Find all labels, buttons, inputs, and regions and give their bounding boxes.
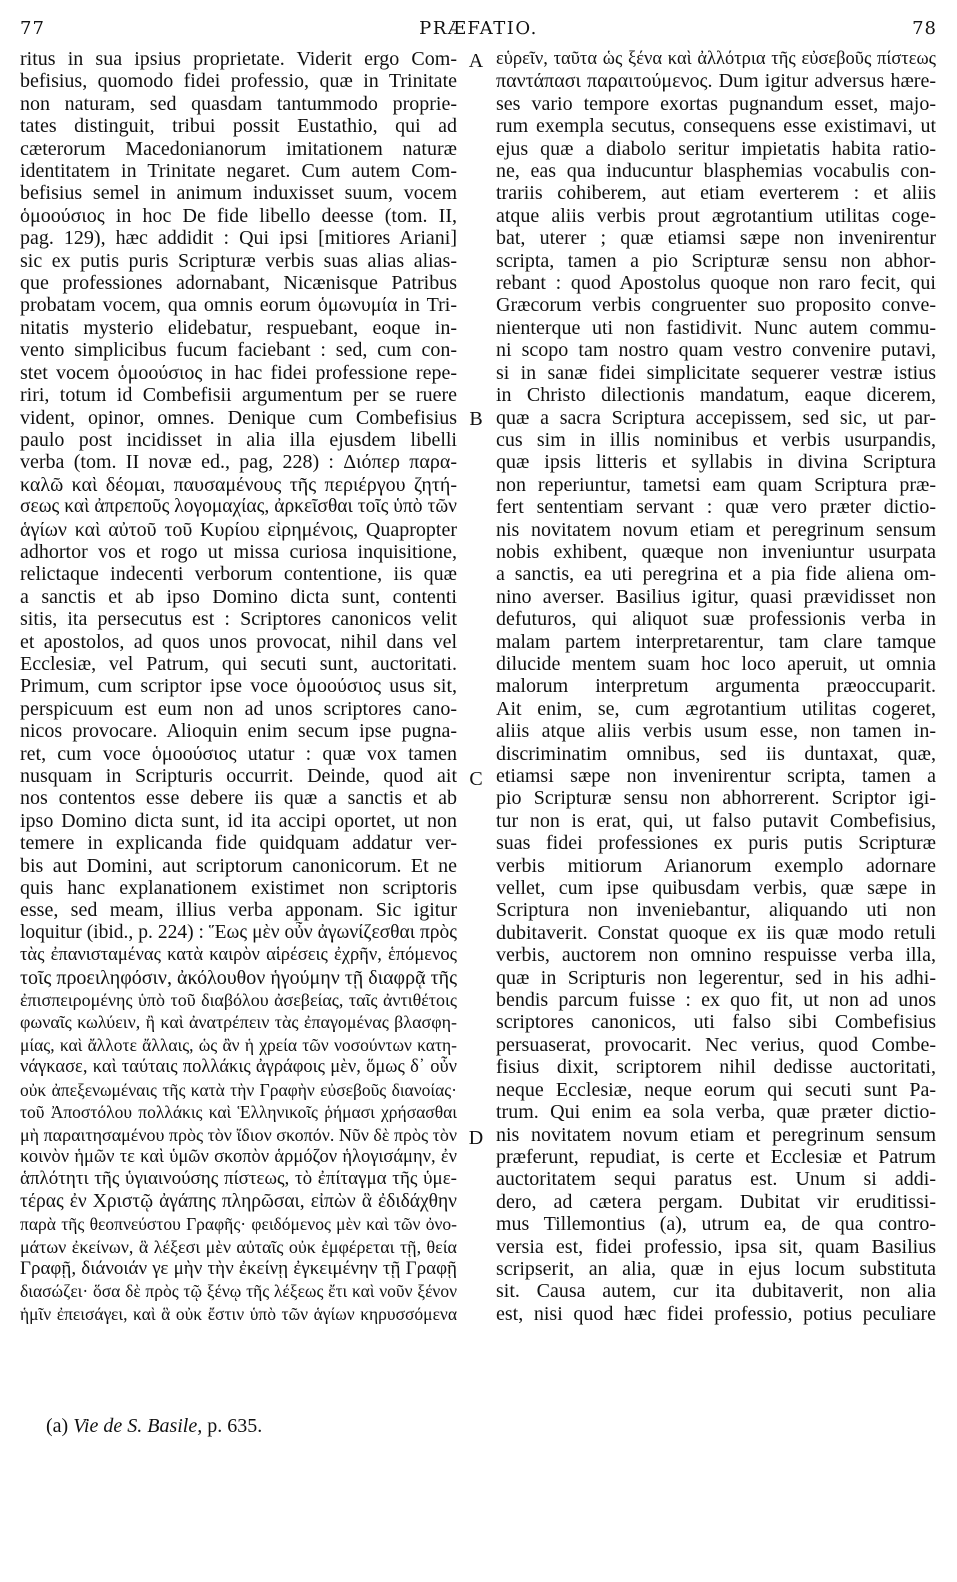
left-column-line: temere in explicanda fide quidquam addatur ver- bbox=[20, 832, 457, 855]
right-column-line: nis novitatem novum etiam et peregrinum sensum bbox=[496, 518, 936, 541]
left-column-line: ipso Domino dicta sunt, id ita accipi oportet, ut non bbox=[20, 809, 457, 832]
right-column-line: quæ ipsis litteris et syllabis in divina Scriptura bbox=[496, 451, 936, 474]
right-column-line: pio Scripturæ sensu non abhorrerent. Scriptor igi- bbox=[496, 787, 936, 810]
right-column-line: mus Tillemontius (a), utrum ea, de qua contro- bbox=[496, 1213, 936, 1236]
left-column-line: cæterorum Macedonianorum imitationem naturæ bbox=[20, 137, 457, 160]
right-column-line: versia est, fidei professio, ipsa sit, quam Basilius bbox=[496, 1235, 936, 1258]
right-column-line: Scriptura non inveniebantur, aliquando uti non bbox=[496, 899, 936, 922]
margin-marker-b: B bbox=[469, 408, 483, 430]
right-column-line: rebant : quod Apostolus quoque non raro fecit, qui bbox=[496, 272, 936, 295]
left-column-line: nos contentos esse debere iis quæ a sanctis et ab bbox=[20, 787, 457, 810]
left-column-line: a sanctis et ab ipso Domino dicta sunt, contenti bbox=[20, 585, 457, 608]
left-column-line: τὰς ἐπανισταμένας κατὰ καιρὸν αἱρέσεις ἐχρῆν, ἑπόμενος bbox=[20, 945, 457, 966]
right-column-line: ni scopo tam nostro quam vestro convenire putavi, bbox=[496, 339, 936, 362]
margin-marker-c: C bbox=[469, 768, 483, 790]
right-column-line: quæ a sacra Scriptura accepissem, sed sic, ut par- bbox=[496, 406, 936, 429]
right-column-line: nobis exhibent, quæque non inveniuntur usurpata bbox=[496, 540, 936, 563]
left-column-line: que professiones adornabant, Nicænisque Patribus bbox=[20, 272, 457, 295]
left-column-line: befisius semel in animum induxisset suum, vocem bbox=[20, 182, 457, 205]
right-column-line: verbis, auctorem non omnino respuisse verba illa, bbox=[496, 944, 936, 967]
running-title: PRÆFATIO. bbox=[419, 18, 538, 39]
right-column-line: neque Ecclesiæ, neque eorum qui secuti sunt Pa- bbox=[496, 1078, 936, 1101]
right-column-line: discriminatim omnibus, sed iis duntaxat, quæ, bbox=[496, 742, 936, 765]
left-column-line: paulo post incidisset in alia illa ejusdem libelli bbox=[20, 428, 457, 451]
right-column-line: παντάπασι παραιτούμενος. Dum igitur adversus hære- bbox=[496, 70, 936, 93]
left-column-line: ἁγίων καὶ αὐτοῦ τοῦ Κυρίου εἰρημένοις, Quapropter bbox=[20, 518, 457, 541]
left-column-line: κοινὸν ἡμῶν τε καὶ ὑμῶν σκοπὸν ἁρμόζον ἡλογισάμην, ἐν bbox=[20, 1146, 457, 1167]
page-number-right: 78 bbox=[912, 18, 937, 39]
left-column-line: sitis, ita persecutus est : Scriptores canonicos velit bbox=[20, 608, 457, 631]
right-column-line: scriptores canonicos, uti falso sibi Combefisius bbox=[496, 1011, 936, 1034]
right-column-line: tur non is erat, qui, ut falso putavit Combefisius, bbox=[496, 809, 936, 832]
left-column-line: ὁμοούσιος in hoc De fide libello deesse (tom. II, bbox=[20, 204, 457, 227]
left-column-line: perspicuum est eum non ad unos scriptores cano- bbox=[20, 697, 457, 720]
left-column-line: μίας, καὶ ἄλλοτε ἄλλαις, ὡς ἂν ἡ χρεία τῶν νοσούντων κατη- bbox=[20, 1034, 457, 1055]
right-column-line: Græcorum verbis congruenter suo proposito conve- bbox=[496, 294, 936, 317]
left-column-line: quis hanc explanationem existimet non scriptoris bbox=[20, 877, 457, 900]
left-column-line: τέρας ἐν Χριστῷ ἀγάπης πληρῶσαι, εἰπὼν ἃ ἐδιδάχθην bbox=[20, 1190, 457, 1212]
left-column-line: vento simplicibus fucum faciebant : sed, cum con- bbox=[20, 339, 457, 362]
right-column-line: scripta, tamen a pio Scripturæ sensu non abhor- bbox=[496, 249, 936, 272]
right-column-line: dilucide mentem suam hoc loco aperuit, ut omnia bbox=[496, 652, 936, 675]
left-column-line: οὐκ ἀπεξενωμέναις τῆς κατὰ τὴν Γραφὴν εὐσεβοῦς διανοίας· bbox=[20, 1079, 457, 1100]
left-column-line: verba (tom. II novæ ed., pag, 228) : Διόπερ παρα- bbox=[20, 451, 457, 474]
right-column-line: persuaserat, provocarit. Nec verius, quod Combe- bbox=[496, 1033, 936, 1056]
left-column-line: et apostolos, ad quos unos provocat, nihil dans vel bbox=[20, 630, 457, 653]
left-column-line: vident, opinor, omnes. Denique cum Combefisius bbox=[20, 406, 457, 429]
left-column-line: relictaque indecenti verborum contentione, iis quæ bbox=[20, 563, 457, 586]
left-column-line: σεως καὶ ἀπρεποῦς λογομαχίας, ἀρκεῖσθαι τοῖς ὑπὸ τῶν bbox=[20, 496, 457, 518]
left-column-line: nusquam in Scripturis occurrit. Deinde, quod ait bbox=[20, 765, 457, 787]
right-column-line: rum exempla secutus, consequens esse existimavi, ut bbox=[496, 115, 936, 138]
right-column-line: dubitaverit. Constat quoque ex iis quæ modo retuli bbox=[496, 921, 936, 944]
right-column-line: etiamsi sæpe non invenirentur scripta, tamen a bbox=[496, 765, 936, 787]
left-column-line: τοῦ Ἀποστόλου πολλάκις καὶ Ἑλληνικοῖς ῥήμασι χρήσασθαι bbox=[20, 1102, 457, 1123]
left-column-line: παρὰ τῆς θεοπνεύστου Γραφῆς· φειδόμενος μὲν καὶ τῶν ὀνο- bbox=[20, 1214, 457, 1235]
left-column-line: νάγκασε, καὶ ταύταις πολλάκις ἀγράφοις μὲν, ὅμως δ᾽ οὖν bbox=[20, 1057, 457, 1078]
right-column-line: bat, uterer ; quæ etiamsi sæpe non invenirentur bbox=[496, 227, 936, 250]
left-column-line: μὴ παραιτησαμένου πρὸς τὸν ἴδιον σκοπόν. Νῦν δὲ πρὸς τὸν bbox=[20, 1124, 457, 1145]
left-column-line: nitatis mysterio elidebatur, respuebant, eoque in- bbox=[20, 316, 457, 339]
right-column-line: εὑρεῖν, ταῦτα ὡς ξένα καὶ ἀλλότρια τῆς εὐσεβοῦς πίστεως bbox=[496, 49, 936, 69]
left-column-line: καλῶ καὶ δέομαι, παυσαμένους τῆς περιέργου ζητή- bbox=[20, 473, 457, 496]
right-column-line: cus sim in illis nominibus et verbis usurpandis, bbox=[496, 428, 936, 451]
left-column-line: Γραφῇ, διάνοιάν γε μὴν τὴν ἐκείνῃ ἐγκειμένην τῇ Γραφῇ bbox=[20, 1257, 457, 1279]
right-column-line: a sanctis, ea uti peregrina et a pia fide aliena om- bbox=[496, 563, 936, 586]
right-column-line: nienterque uti non fastidivit. Nunc autem commu- bbox=[496, 316, 936, 339]
left-column-line: befisius, quomodo fidei professio, quæ in Trinitate bbox=[20, 70, 457, 93]
left-column-line: διασώζει· ὅσα δὲ πρὸς τῷ ξένῳ τῆς λέξεως ἔτι καὶ νοῦν ξένον bbox=[20, 1281, 457, 1302]
left-column-line: adhortor vos et rogo ut missa curiosa inquisitione, bbox=[20, 540, 457, 563]
left-column-line: sic ex putis puris Scripturæ verbis suas alias alias- bbox=[20, 249, 457, 272]
margin-marker-d: D bbox=[468, 1127, 484, 1149]
right-column-line: atque aliis verbis prout ægrotantium utilitas coge- bbox=[496, 204, 936, 227]
right-column-line: ses vario tempore exortas pugnandum esset, majo- bbox=[496, 92, 936, 115]
left-column-line: tates distinguit, tribui possit Eustathio, qui ad bbox=[20, 115, 457, 138]
right-column-line: trariis cohiberem, aut etiam everterem : et aliis bbox=[496, 182, 936, 205]
right-column-line: ne, eas qua inducuntur blasphemias vocabulis con- bbox=[496, 160, 936, 183]
right-column-line: malorum interpretum argumenta præoccuparit. bbox=[496, 675, 936, 698]
right-column-line: ejus quæ a diabolo seritur impietatis habita ratio- bbox=[496, 137, 936, 160]
left-column bbox=[20, 48, 457, 1325]
left-column-line: esse, sed meam, illius verba apponam. Sic igitur bbox=[20, 899, 457, 922]
footnote bbox=[46, 1415, 262, 1438]
page-number-left: 77 bbox=[20, 18, 45, 39]
right-column-line: nino averser. Basilius igitur, quasi prævidisset non bbox=[496, 585, 936, 608]
left-column-line: stet vocem ὁμοούσιος in hac fidei professione repe- bbox=[20, 361, 457, 384]
left-column-line: non naturam, sed quasdam tantummodo proprie- bbox=[20, 92, 457, 115]
left-column-line: bis aut Domini, aut scriptorum canonicorum. Et ne bbox=[20, 854, 457, 877]
right-column-line: bendis parcum fuisse : ex quo fit, ut non ad unos bbox=[496, 989, 936, 1012]
right-column-line: fert sententiam servant : quæ vero præter dictio- bbox=[496, 496, 936, 519]
left-column-line: τοῖς προειληφόσιν, ἀκόλουθον ἡγούμην τῇ διαφρᾷ τῆς bbox=[20, 966, 457, 989]
right-column-line: in Christo dilectionis mandatum, eaque dicerem, bbox=[496, 384, 936, 407]
margin-marker-a: A bbox=[468, 50, 484, 72]
left-column-line: ritus in sua ipsius proprietate. Viderit ergo Com- bbox=[20, 48, 457, 70]
right-column-line: aliis atque aliis verbis usum esse, non tamen in- bbox=[496, 720, 936, 743]
right-column-line: verbis mitiorum Arianorum exemplo adornare bbox=[496, 854, 936, 877]
left-column-line: loquitur (ibid., p. 224) : Ἕως μὲν οὖν ἀγωνίζεσθαι πρὸς bbox=[20, 921, 457, 943]
left-column-line: μάτων ἐκείνων, ἃ λέξεσι μὲν αὐταῖς οὐκ ἐμφέρεται τῇ, θεία bbox=[20, 1236, 457, 1257]
left-column-line: nicos provocare. Alioquin enim secum ipse pugna- bbox=[20, 720, 457, 743]
left-column-line: ἐπισπειρομένης ὑπὸ τοῦ διαβόλου ἀσεβείας, ταῖς ἀντιθέτοις bbox=[20, 990, 457, 1011]
left-column-line: riri, totum id Combefisii argumentum per se ruere bbox=[20, 384, 457, 407]
right-column-line: defuturos, qui aliquot suæ professionis verba in bbox=[496, 608, 936, 631]
right-column-line: quæ in Scripturis non legerentur, sed in his adhi- bbox=[496, 966, 936, 989]
page-header bbox=[20, 14, 937, 44]
right-column bbox=[496, 48, 936, 1325]
right-column-line: dero, ad cætera pergam. Dubitat vir eruditissi- bbox=[496, 1190, 936, 1213]
left-column-line: ἁπλότητι τῆς ὑγιαινούσης πίστεως, τὸ ἐπίταγμα τῆς ὑμε- bbox=[20, 1168, 457, 1190]
right-column-line: malam partem interpretarentur, tam clare tamque bbox=[496, 630, 936, 653]
left-column-line: pag. 129), hæc addidit : Qui ipsi [mitiores Ariani] bbox=[20, 227, 457, 250]
left-column-line: Ecclesiæ, vel Patrum, qui secuti sunt, auctoritati. bbox=[20, 652, 457, 675]
left-column-line: φωναῖς κωλύειν, ἢ καὶ ἀνατρέπειν τὰς ἐπαγομένας βλασφη- bbox=[20, 1012, 457, 1033]
right-column-line: suas fidei professiones ex puris putis Scripturæ bbox=[496, 832, 936, 855]
right-column-line: nis novitatem novum etiam et peregrinum sensum bbox=[496, 1123, 936, 1146]
right-column-line: sit. Causa autem, cur ita dubitaverit, non alia bbox=[496, 1280, 936, 1303]
right-column-line: vellet, cum ipse quibusdam verbis, quæ sæpe in bbox=[496, 877, 936, 900]
right-column-line: præferunt, repudiat, is certe et Ecclesiæ et Patrum bbox=[496, 1145, 936, 1168]
left-column-line: ret, cum voce ὁμοούσιος utatur : quæ vox tamen bbox=[20, 742, 457, 765]
right-column-line: Ait enim, se, cum ægrotantium utilitas cogeret, bbox=[496, 697, 936, 720]
right-column-line: fisius dixit, scriptorem nihil dedisse auctoritati, bbox=[496, 1056, 936, 1079]
right-column-line: est, nisi quod hæc fidei professio, potius peculiare bbox=[496, 1302, 936, 1325]
footnote-title: Vie de S. Basile, bbox=[73, 1415, 203, 1437]
right-column-line: scripserit, an alia, quæ in ejus locum substituta bbox=[496, 1257, 936, 1280]
right-column-line: auctoritatem sequi paratus est. Unum si addi- bbox=[496, 1168, 936, 1191]
left-column-line: ἡμῖν ἐπεισάγει, καὶ ἃ οὐκ ἔστιν ὑπὸ τῶν ἁγίων κηρυσσόμενα bbox=[20, 1303, 457, 1324]
right-column-line: si in sanæ fidei simplicitate sequerer vestræ istius bbox=[496, 361, 936, 384]
left-column-line: identitatem in Trinitate negaret. Cum autem Com- bbox=[20, 160, 457, 183]
left-column-line: probatam vocem, qua omnis eorum ὁμωνυμία in Tri- bbox=[20, 294, 457, 317]
footnote-page: p. 635. bbox=[207, 1415, 263, 1437]
footnote-mark: (a) bbox=[46, 1415, 69, 1437]
right-column-line: non reperiuntur, tametsi eam quam Scriptura præ- bbox=[496, 473, 936, 496]
left-column-line: Primum, cum scriptor ipse voce ὁμοούσιος usus sit, bbox=[20, 675, 457, 698]
right-column-line: trum. Qui enim ea sola verba, quæ præter dictio- bbox=[496, 1101, 936, 1124]
